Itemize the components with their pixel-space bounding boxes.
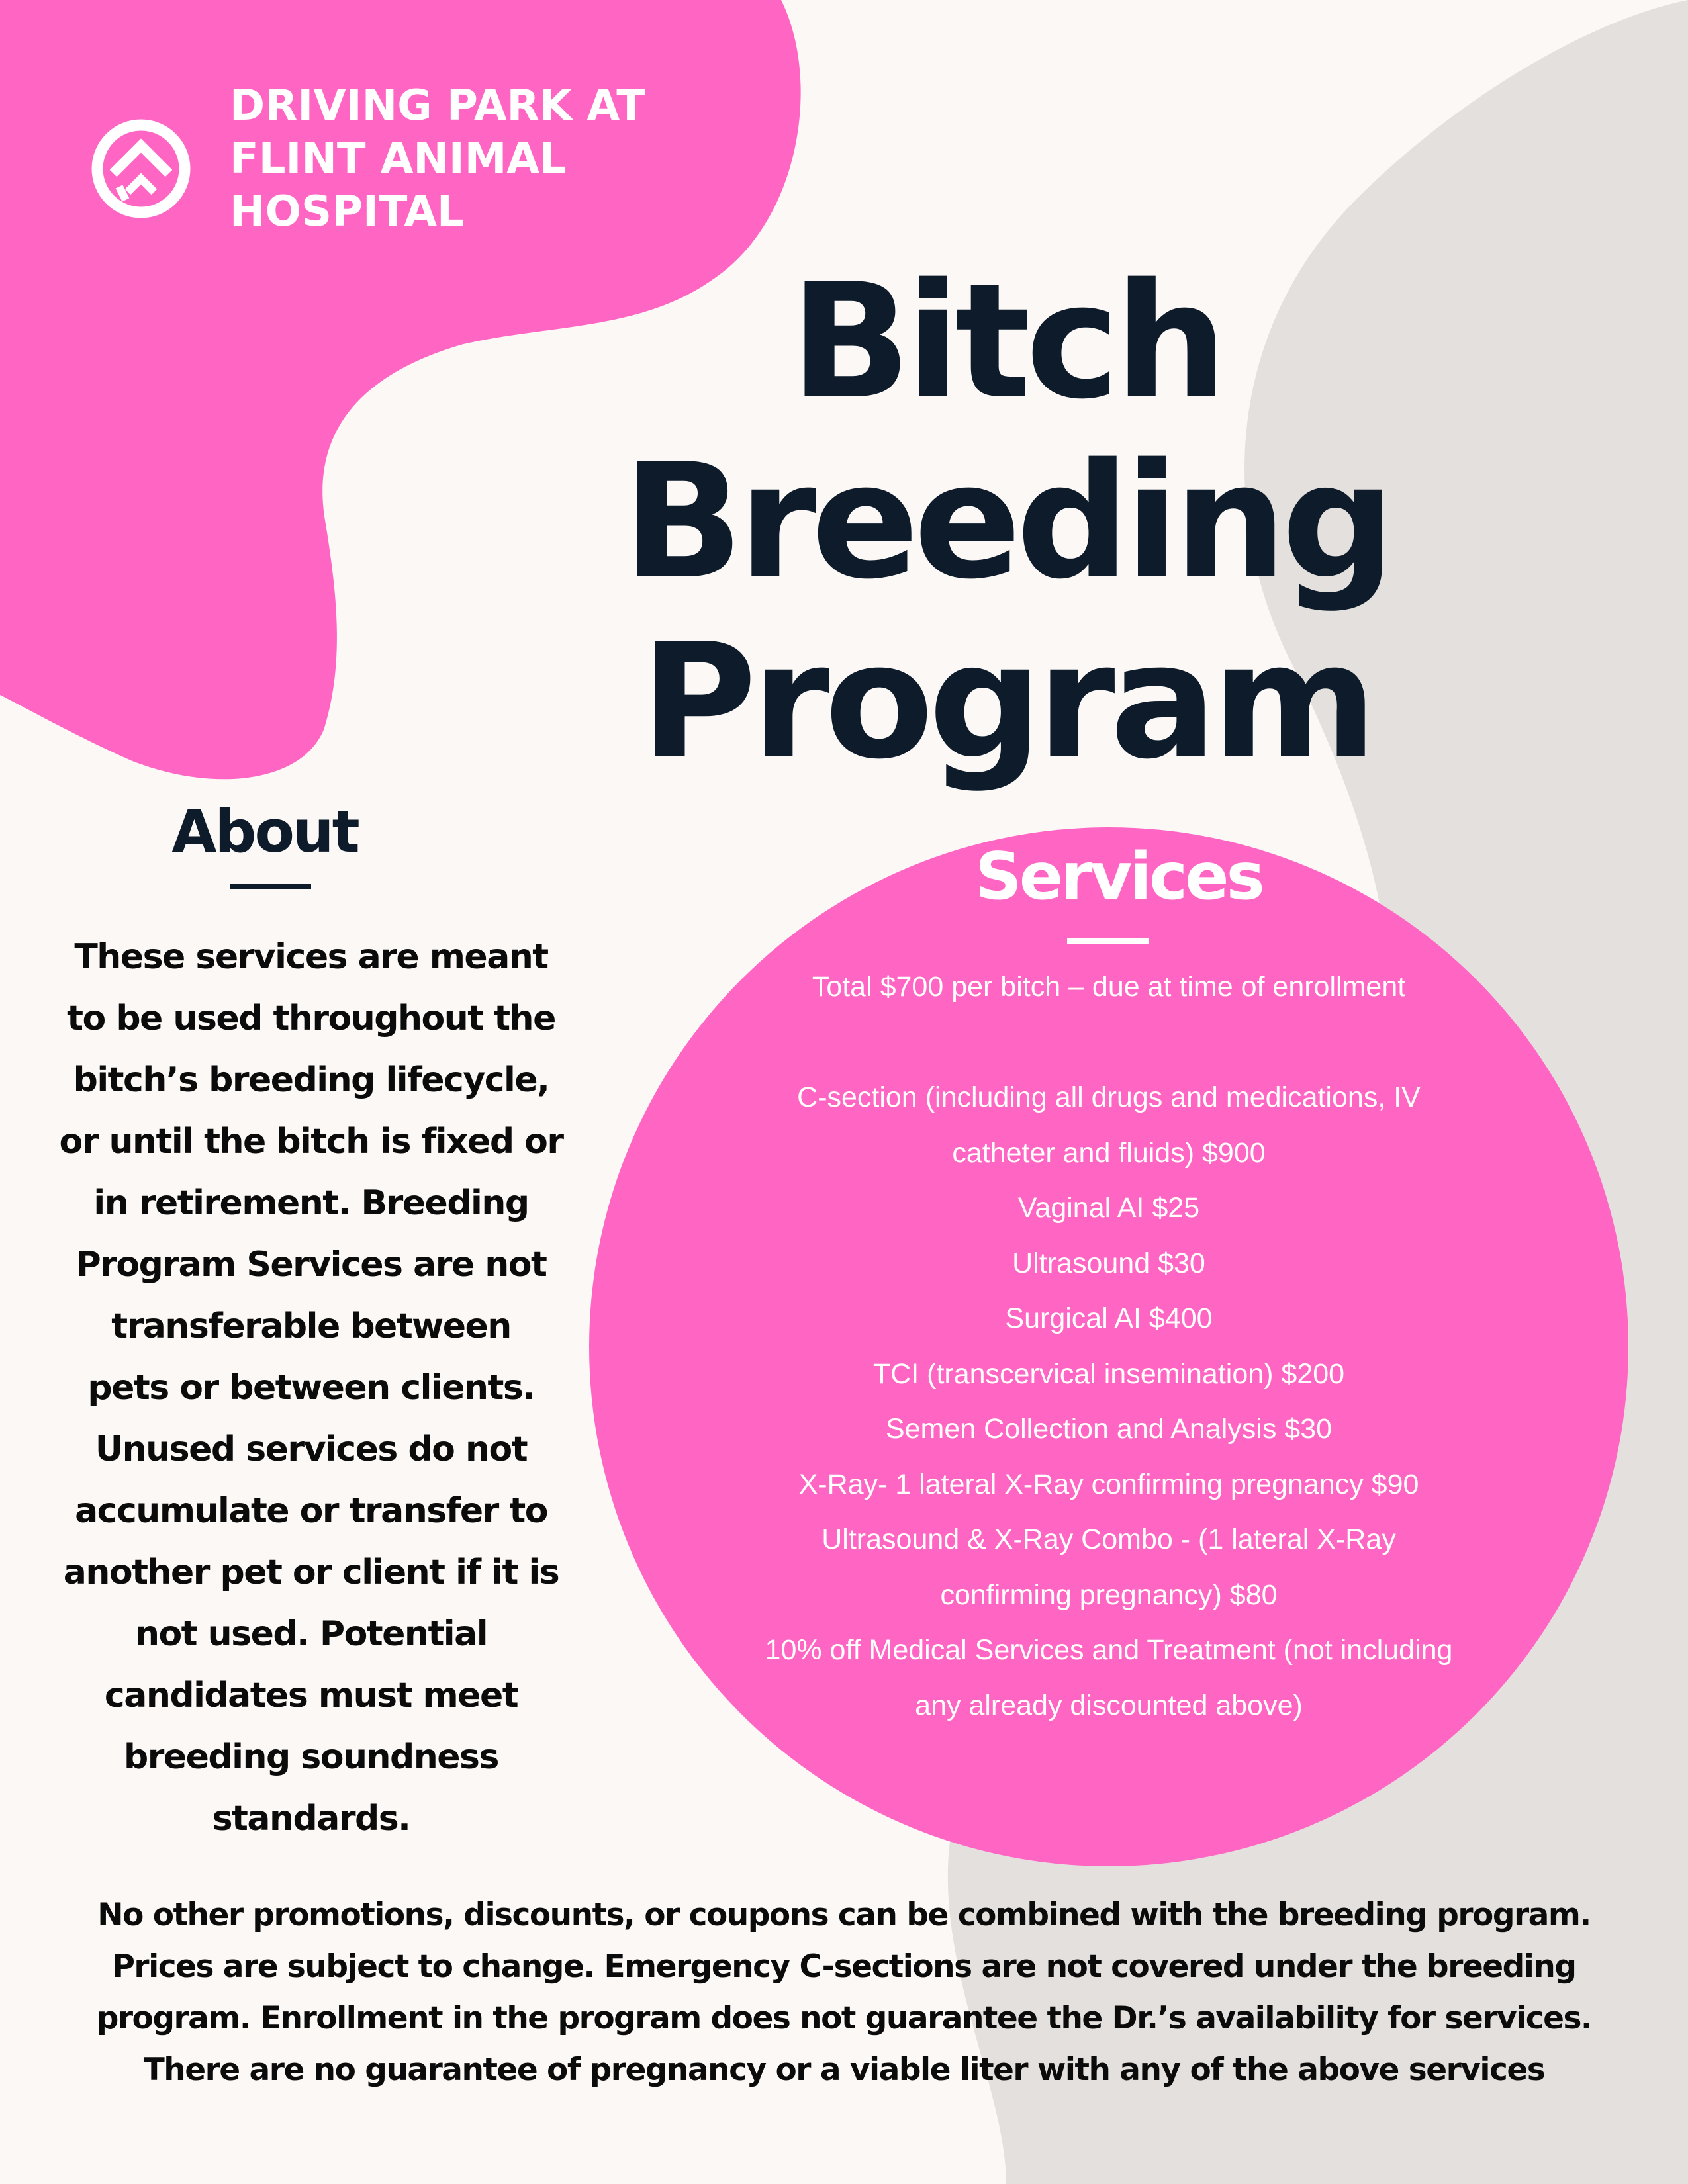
footer-disclaimer [0, 1889, 1688, 2096]
footer-line: program. Enrollment in the program does not guarantee the Dr.’s availability for services. [96, 2000, 1592, 2036]
organization-name-line: DRIVING PARK AT [230, 81, 645, 130]
page-title-line: Program [640, 609, 1372, 794]
about-text-line: pets or between clients. [87, 1368, 535, 1408]
about-text-line: or until the bitch is fixed or [59, 1122, 563, 1161]
about-text-line: bitch’s breeding lifecycle, [73, 1060, 549, 1100]
services-line: catheter and fluids) $900 [952, 1136, 1266, 1169]
about-text-line: transferable between [111, 1306, 511, 1346]
services-line: Semen Collection and Analysis $30 [885, 1413, 1333, 1445]
about-text-line: breeding soundness [124, 1737, 498, 1777]
about-divider [230, 884, 311, 889]
services-line: any already discounted above) [915, 1689, 1303, 1721]
about-text-line: Unused services do not [95, 1430, 528, 1469]
about-text [20, 927, 602, 1850]
services-line: Ultrasound & X-Ray Combo - (1 lateral X-Ray [821, 1524, 1396, 1555]
services-line: confirming pregnancy) $80 [940, 1578, 1278, 1611]
about-text-line: standards. [212, 1799, 410, 1839]
services-heading: Services [975, 839, 1262, 915]
page-title-line: Bitch [790, 249, 1223, 434]
page-title-line: Breeding [622, 429, 1390, 614]
about-text-line: in retirement. Breeding [93, 1183, 529, 1223]
services-line: X-Ray- 1 lateral X-Ray confirming pregnancy $90 [798, 1468, 1419, 1500]
services-line: TCI (transcervical insemination) $200 [872, 1357, 1345, 1390]
about-text-line: to be used throughout the [67, 999, 555, 1038]
organization-name-line: HOSPITAL [230, 187, 464, 236]
services-line: Surgical AI $400 [1005, 1302, 1213, 1334]
footer-line: Prices are subject to change. Emergency C-sections are not covered under the breeding [112, 1948, 1576, 1985]
about-text-line: These services are meant [74, 937, 548, 977]
services-line: Vaginal AI $25 [1017, 1192, 1200, 1224]
about-text-line: Program Services are not [75, 1245, 547, 1285]
about-text-line: not used. Potential [134, 1614, 488, 1654]
about-text-line: another pet or client if it is [63, 1553, 559, 1592]
about-heading: About [171, 797, 358, 866]
services-line [688, 1015, 1529, 1071]
services-list [688, 960, 1529, 1733]
services-line: 10% off Medical Services and Treatment (not including [765, 1634, 1453, 1666]
services-line: Total $700 per bitch – due at time of enrollment [812, 971, 1406, 1003]
organization-name-line: FLINT ANIMAL [230, 134, 567, 183]
house-chevron-logo-icon [91, 113, 191, 225]
footer-line: No other promotions, discounts, or coupons can be combined with the breeding program. [97, 1897, 1591, 1933]
about-text-line: candidates must meet [104, 1676, 518, 1715]
page-title [477, 251, 1536, 792]
organization-name [230, 79, 759, 238]
services-line: C-section (including all drugs and medications, IV [797, 1081, 1421, 1113]
services-divider [1067, 938, 1149, 944]
footer-line: There are no guarantee of pregnancy or a viable liter with any of the above services [143, 2052, 1545, 2088]
services-line: Ultrasound $30 [1012, 1247, 1205, 1279]
about-text-line: accumulate or transfer to [75, 1491, 547, 1531]
